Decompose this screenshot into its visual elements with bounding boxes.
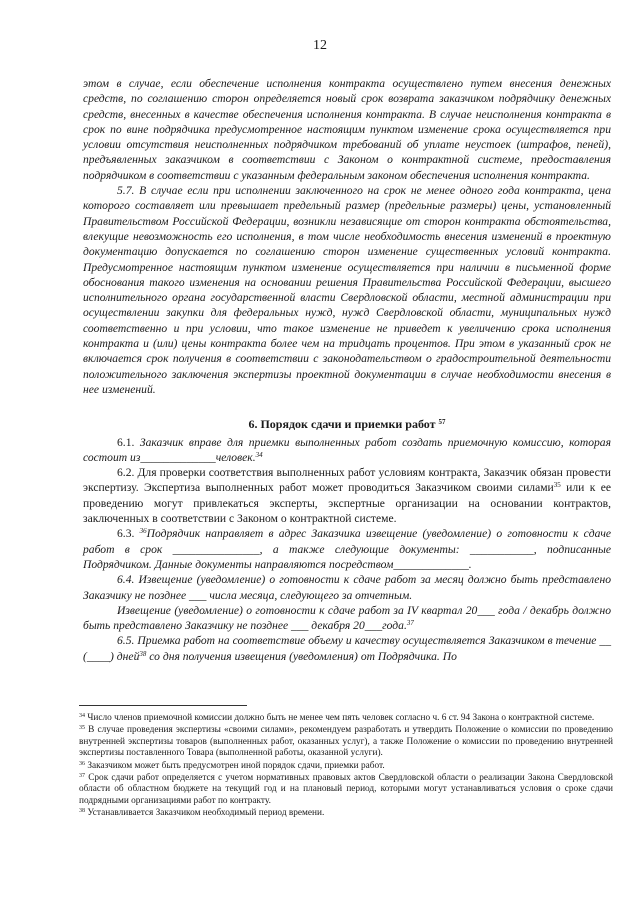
paragraph-6-1: 6.1. Заказчик вправе для приемки выполненных работ создать приемочную комиссию, которая состоит из_____________человек.$^{34}$: [83, 435, 611, 464]
paragraph-6-4-second: Извещение (уведомление) о готовности к сдаче работ за IV квартал 20___ года / декабрь должно быть представлено Заказчику не позднее ___ декабря 20___года.$^{37}$: [83, 603, 611, 633]
footnotes: [79, 713, 613, 821]
paragraph-5-6-continuation: этом в случае, если обеспечение исполнения контракта осуществлено путем внесения денежных средств, по соглашению сторон определяется новый срок возврата заказчиком подрядчику денежных средств, внесенных в качестве обеспечения исполнения контракта. В случае неисполнения контракта в срок по вине подрядчика предусмотренное настоящим пунктом изменение срока осуществляется при условии отсутствия неисполненных подрядчиком требований об уплате неустоек (штрафов, пеней), предъявленных заказчиком в соответствии с Законом о контрактной системе, предоставления подрядчиком в соответствии с указанным федеральным законом обеспечения исполнения контракта.: [83, 77, 611, 182]
footnote-38: $^{38}$ Устанавливается Заказчиком необходимый период времени.: [79, 808, 325, 819]
footnote-ref-34: 34: [255, 450, 263, 459]
footnote-ref-36: 36: [139, 527, 147, 536]
section-title-text: 6. Порядок сдачи и приемки работ: [248, 417, 436, 432]
paragraph-6-2: 6.2. Для проверки соответствия выполненных работ условиям контракта, Заказчик обязан провести экспертизу. Экспертиза выполненных работ может проводиться Заказчиком своими силами$^{35}$ или к ее проведению могут привлекаться эксперты, экспертные организации на основании контрактов, заключенных в соответствии с Законом о контрактной системе.: [83, 466, 611, 526]
footnote-separator: [79, 705, 247, 706]
section-title: [83, 417, 611, 432]
footnote-ref-57: 57: [438, 418, 446, 427]
footnote-37: $^{37}$ Срок сдачи работ определяется с учетом нормативных правовых актов Свердловской области о реализации Закона Свердловской области об областном бюджете на текущий год и на плановый период, которыми могут устанавливаться условия о сроке сдачи подрядными организациями работ по контракту.: [79, 773, 613, 806]
paragraph-6-4: 6.4. Извещение (уведомление) о готовности к сдаче работ за месяц должно быть представлено Заказчику не позднее ___ числа месяца, следующего за отчетным.: [83, 573, 611, 602]
footnote-36: $^{36}$ Заказчиком может быть предусмотрен иной порядок сдачи, приемки работ.: [79, 760, 385, 771]
paragraph-6-3: 6.3. $^{36}$Подрядчик направляет в адрес Заказчика извещение (уведомление) о готовности к сдаче работ в срок _______________, а также следующие документы: ___________, подписанные Подрядчиком. Данные документы направляются посредством_____________.: [83, 527, 611, 571]
footnote-ref-38: 38: [139, 649, 147, 658]
footnote-ref-37: 37: [406, 619, 414, 628]
footnote-ref-35: 35: [553, 481, 561, 490]
footnote-35: $^{35}$ В случае проведения экспертизы «своими силами», рекомендуем разработать и утвердить Положение о комиссии по проведению внутренней экспертизы товаров (выполненных работ, оказанных услуг), а также Положение о комиссии по проведению внутренней экспертизы поставленного Товара (выполненной работы, оказанной услуги).: [79, 725, 613, 759]
footnote-34: $^{34}$ Число членов приемочной комиссии должно быть не менее чем пять человек согласно ч. 6 ст. 94 Закона о контрактной системе.: [79, 713, 595, 723]
paragraph-5-7: 5.7. В случае если при исполнении заключенного на срок не менее одного года контракта, цена которого составляет или превышает предельный размер (предельные размеры) цены, установленный Правительством Российской Федерации, возникли независящие от сторон контракта обстоятельства, влекущие невозможность его исполнения, в том числе необходимость внесения изменений в проектную документацию допускается по соглашению сторон изменение существенных условий контракта. Предусмотренное настоящим пунктом изменение осуществляется при наличии в письменной форме обоснования такого изменения на основании решения Правительства Российской Федерации, высшего исполнительного органа государственной власти Свердловской области, местной администрации при осуществлении закупки для федеральных нужд, нужд Свердловской области, муниципальных нужд соответственно и при условии, что такое изменение не приведет к увеличению срока исполнения контракта и (или) цены контракта более чем на тридцать процентов. При этом в указанный срок не включается срок получения в соответствии с законодательством о градостроительной деятельности положительного заключения экспертизы проектной документации в случае необходимости внесения в нее изменений.: [83, 184, 611, 396]
document-body: [83, 76, 611, 664]
paragraph-6-5: 6.5. Приемка работ на соответствие объему и качеству осуществляется Заказчиком в течение __ (____) дней$^{38}$ со дня получения извещения (уведомления) от Подрядчика. По: [83, 634, 611, 663]
page-number: 12: [313, 38, 327, 53]
